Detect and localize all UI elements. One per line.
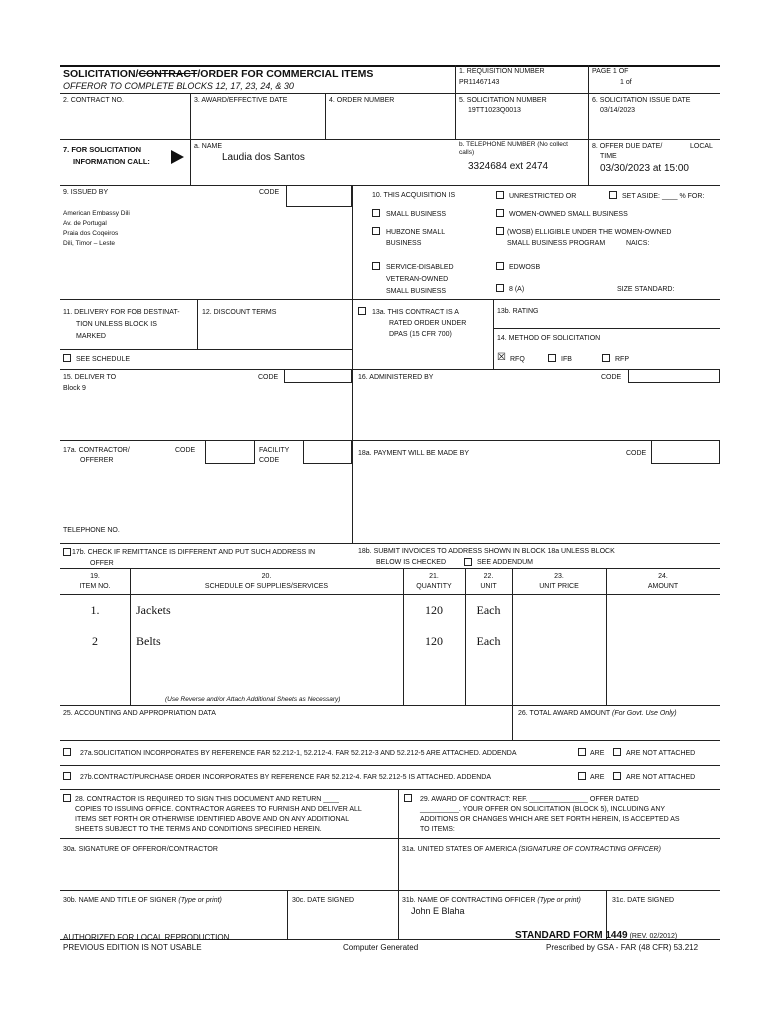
requisition-label: 1. REQUISITION NUMBER [459,68,545,75]
telephone-no-label: TELEPHONE NO. [63,527,120,534]
issued-by-code-label: CODE [259,189,280,196]
rfq-checkbox[interactable]: ☒ [497,352,506,363]
co-name-note: (Type or print) [537,897,581,904]
rfp-checkbox[interactable] [602,354,610,362]
col-unit-price-num: 23. [554,573,564,580]
acquisition-label: 10. THIS ACQUISITION IS [372,192,456,199]
contact-name-value[interactable]: Laudia dos Santos [222,152,305,163]
date-signed-30-label: 30c. DATE SIGNED [292,897,355,904]
27b-checkbox[interactable] [63,772,71,780]
col-supplies-header: SCHEDULE OF SUPPLIES/SERVICES [204,583,329,590]
issue-date-label: 6. SOLICITATION ISSUE DATE [592,97,691,104]
27b-are-checkbox[interactable] [578,772,586,780]
administered-code-label: CODE [601,374,622,381]
sdvosb-label-3: SMALL BUSINESS [386,288,447,295]
col-unit-num: 22. [483,573,494,580]
28-line-1: 28. CONTRACTOR IS REQUIRED TO SIGN THIS DOCUMENT AND RETURN ____ [75,796,339,803]
telephone-label: b. TELEPHONE NUMBER (No collect calls) [459,141,568,156]
rated-label-3: DPAS (15 CFR 700) [389,331,452,338]
col-qty-num: 21. [429,573,439,580]
contract-no-label: 2. CONTRACT NO. [63,97,124,104]
page-label: PAGE 1 OF [592,68,629,75]
col-item-num: 19. [90,573,100,580]
see-addendum-label: SEE ADDENDUM [477,559,534,566]
issued-by-code-field[interactable] [286,185,352,207]
col-qty-header: QUANTITY [416,583,452,590]
page-of: 1 of [620,79,632,86]
address-line-1: American Embassy Dili [63,210,130,217]
facility-code-label-1: FACILITY [259,447,290,454]
sdvosb-checkbox[interactable] [372,262,380,270]
name-label: a. NAME [194,143,223,150]
deliver-to-code-label: CODE [258,374,279,381]
total-award-text: 26. TOTAL AWARD AMOUNT [518,710,611,717]
address-line-4: Dili, Timor – Leste [63,240,116,247]
item-quantity[interactable]: 120 [425,603,443,617]
computer-generated: Computer Generated [343,943,419,952]
eight-a-label: 8 (A) [509,286,525,293]
hubzone-label-2: BUSINESS [386,240,422,247]
contractor-label-2: OFFERER [80,457,114,464]
discount-terms-label: 12. DISCOUNT TERMS [202,309,277,316]
offeror-signature-field[interactable] [65,852,390,886]
sdvosb-label-1: SERVICE-DISABLED [386,264,454,271]
27a-are-not-checkbox[interactable] [613,748,621,756]
ifb-label: IFB [561,356,572,363]
wosb-checkbox[interactable] [496,227,504,235]
form-subtitle: OFFEROR TO COMPLETE BLOCKS 12, 17, 23, 24, & 30 [63,81,294,91]
remittance-label-2: OFFER [90,560,114,567]
delivery-label-2: TION UNLESS BLOCK IS [76,321,157,328]
co-signature-field[interactable] [402,852,717,886]
schedule-footnote: (Use Reverse and/or Attach Additional Sheets as Necessary) [165,696,341,703]
issue-date-value[interactable]: 03/14/2023 [600,107,636,114]
27a-are-checkbox[interactable] [578,748,586,756]
item-description[interactable]: Jackets [136,603,171,617]
col-item-header: ITEM NO. [79,583,111,590]
29-line-4: TO ITEMS: [420,826,455,833]
naics-label: NAICS: [626,240,650,247]
remittance-label-1: 17b. CHECK IF REMITTANCE IS DIFFERENT AND PUT SUCH ADDRESS IN [72,549,316,556]
payment-label: 18a. PAYMENT WILL BE MADE BY [358,450,469,457]
28-checkbox[interactable] [63,794,71,802]
address-line-3: Praia dos Coqeiros [63,230,119,237]
usa-text: 31a. UNITED STATES OF AMERICA [402,846,517,853]
submit-invoices-label-1: 18b. SUBMIT INVOICES TO ADDRESS SHOWN IN BLOCK 18a UNLESS BLOCK [358,548,615,555]
prescribed-by: Prescribed by GSA - FAR (48 CFR) 53.212 [546,943,699,952]
rating-label: 13b. RATING [497,308,539,315]
women-owned-label: WOMEN-OWNED SMALL BUSINESS [509,211,628,218]
administered-code-field[interactable] [628,369,720,383]
see-schedule-checkbox[interactable] [63,354,71,362]
submit-invoices-label-2: BELOW IS CHECKED [376,559,447,566]
set-aside-label: SET ASIDE: ____ % FOR: [622,193,705,200]
method-label: 14. METHOD OF SOLICITATION [497,335,601,342]
29-line-3: ADDITIONS OR CHANGES WHICH ARE SET FORTH HEREIN, IS ACCEPTED AS [420,816,680,823]
contractor-code-label: CODE [175,447,196,454]
remittance-checkbox[interactable] [63,548,71,556]
contractor-label-1: 17a. CONTRACTOR/ [63,447,130,454]
27b-text: 27b.CONTRACT/PURCHASE ORDER INCORPORATES BY REFERENCE FAR 52.212-4. FAR 52.212-5 IS ATTACHED. ADDENDA [80,774,492,781]
29-line-1: 29. AWARD OF CONTRACT: REF. _______________ OFFER DATED [420,796,639,803]
29-checkbox[interactable] [404,794,412,802]
administered-by-label: 16. ADMINISTERED BY [358,374,434,381]
28-line-3: ITEMS SET FORTH OR OTHERWISE IDENTIFIED ABOVE AND ON ANY ADDITIONAL [75,816,350,823]
women-owned-checkbox[interactable] [496,209,504,217]
signer-name-label [63,896,222,905]
usa-note: (SIGNATURE OF CONTRACTING OFFICER) [518,846,661,853]
27a-checkbox[interactable] [63,748,71,756]
co-name-text: 31b. NAME OF CONTRACTING OFFICER [402,897,536,904]
signer-name-note: (Type or print) [178,897,222,904]
form-title [63,68,373,80]
29-line-2: __________. YOUR OFFER ON SOLICITATION (BLOCK 5), INCLUDING ANY [420,806,666,813]
item-number: 1. [90,603,100,617]
edwosb-checkbox[interactable] [496,262,504,270]
ifb-checkbox[interactable] [548,354,556,362]
info-call-label-1: 7. FOR SOLICITATION [63,145,142,154]
col-unit-header: UNIT [480,583,497,590]
title-part-a: SOLICITATION/ [63,68,139,80]
unrestricted-checkbox[interactable] [496,191,504,199]
info-call-label-2: INFORMATION CALL: [73,157,150,166]
see-addendum-checkbox[interactable] [464,558,472,566]
arrow-right-icon [171,150,184,164]
unrestricted-label: UNRESTRICTED OR [509,193,577,200]
col-unit-price-header: UNIT PRICE [539,583,579,590]
see-schedule-label: SEE SCHEDULE [76,356,131,363]
27a-text: 27a.SOLICITATION INCORPORATES BY REFERENCE FAR 52.212-1, 52.212-4. FAR 52.212-3 AND 52.212-5 ARE ATTACHED. ADDENDA [80,750,517,757]
27b-are-not-label: ARE NOT ATTACHED [626,774,696,781]
form-number [515,930,677,942]
form-name: STANDARD FORM 1449 [515,930,628,941]
offeror-signature-label: 30a. SIGNATURE OF OFFEROR/CONTRACTOR [63,846,218,853]
co-name-label [402,896,581,905]
accounting-label: 25. ACCOUNTING AND APPROPRIATION DATA [63,710,216,717]
payment-code-field[interactable] [651,440,720,464]
address-line-2: Av. de Portugal [63,220,107,227]
delivery-label-1: 11. DELIVERY FOR FOB DESTINAT- [63,309,180,316]
facility-code-label-2: CODE [259,457,280,464]
total-award-label [518,709,677,718]
payment-code-label: CODE [626,450,647,457]
authorized-reproduction: AUTHORIZED FOR LOCAL REPRODUCTION [63,933,230,942]
title-strike: CONTRACT [138,68,198,80]
deliver-to-code-field[interactable] [284,369,352,383]
28-line-2: COPIES TO ISSUING OFFICE. CONTRACTOR AGREES TO FURNISH AND DELIVER ALL [75,806,362,813]
27a-are-label: ARE [590,750,605,757]
28-line-4: SHEETS SUBJECT TO THE TERMS AND CONDITIONS SPECIFIED HEREIN. [75,826,322,833]
eight-a-checkbox[interactable] [496,284,504,292]
size-standard-label: SIZE STANDARD: [617,286,675,293]
telephone-value[interactable]: 3324684 ext 2474 [468,161,549,172]
award-date-label: 3. AWARD/EFFECTIVE DATE [194,97,288,104]
wosb-label-2: SMALL BUSINESS PROGRAM [507,240,606,247]
27b-are-label: ARE [590,774,605,781]
hubzone-checkbox[interactable] [372,227,380,235]
issued-by-label: 9. ISSUED BY [63,189,109,196]
small-business-checkbox[interactable] [372,209,380,217]
item-number: 2 [92,634,98,648]
date-signed-31-label: 31c. DATE SIGNED [612,897,675,904]
facility-code-field[interactable] [303,440,352,464]
title-part-b: /ORDER FOR COMMERCIAL ITEMS [197,68,374,80]
delivery-label-3: MARKED [76,333,106,340]
wosb-label-1: (WOSB) ELLIGIBLE UNDER THE WOMEN-OWNED [507,229,672,236]
previous-edition: PREVIOUS EDITION IS NOT USABLE [63,943,202,952]
item-quantity[interactable]: 120 [425,634,443,648]
27a-are-not-label: ARE NOT ATTACHED [626,750,696,757]
item-description[interactable]: Belts [136,634,161,648]
rated-order-checkbox[interactable] [358,307,366,315]
rated-label-2: RATED ORDER UNDER [389,320,467,327]
solicitation-number-label: 5. SOLICITATION NUMBER [459,97,547,104]
co-name-value[interactable]: John E Blaha [411,906,465,916]
form-revision: (REV. 02/2012) [629,933,678,940]
27b-are-not-checkbox[interactable] [613,772,621,780]
set-aside-checkbox[interactable] [609,191,617,199]
rfp-label: RFP [615,356,629,363]
deliver-to-value[interactable]: Block 9 [63,385,86,392]
sdvosb-label-2: VETERAN-OWNED [386,276,449,283]
col-amount-header: AMOUNT [647,583,679,590]
contractor-code-field[interactable] [205,440,255,464]
deliver-to-label: 15. DELIVER TO [63,374,117,381]
small-business-label: SMALL BUSINESS [386,211,447,218]
rated-label-1: 13a. THIS CONTRACT IS A [372,309,459,316]
rfq-label: RFQ [510,356,525,363]
order-number-label: 4. ORDER NUMBER [329,97,395,104]
time-label: TIME [600,153,617,160]
item-unit[interactable]: Each [476,634,501,648]
edwosb-label: EDWOSB [509,264,541,271]
offer-due-value[interactable]: 03/30/2023 at 15:00 [600,163,689,174]
col-supplies-num: 20. [261,573,272,580]
offer-due-label: 8. OFFER DUE DATE/ [592,143,663,150]
item-unit[interactable]: Each [476,603,501,617]
requisition-value[interactable]: PR11467143 [459,79,500,86]
col-amount-num: 24. [658,573,668,580]
signer-name-text: 30b. NAME AND TITLE OF SIGNER [63,897,177,904]
local-label: LOCAL [690,143,713,150]
hubzone-label-1: HUBZONE SMALL [386,229,446,236]
solicitation-number-value[interactable]: 19TT1023Q0013 [468,107,521,114]
total-award-note: (For Govt. Use Only) [612,710,677,717]
